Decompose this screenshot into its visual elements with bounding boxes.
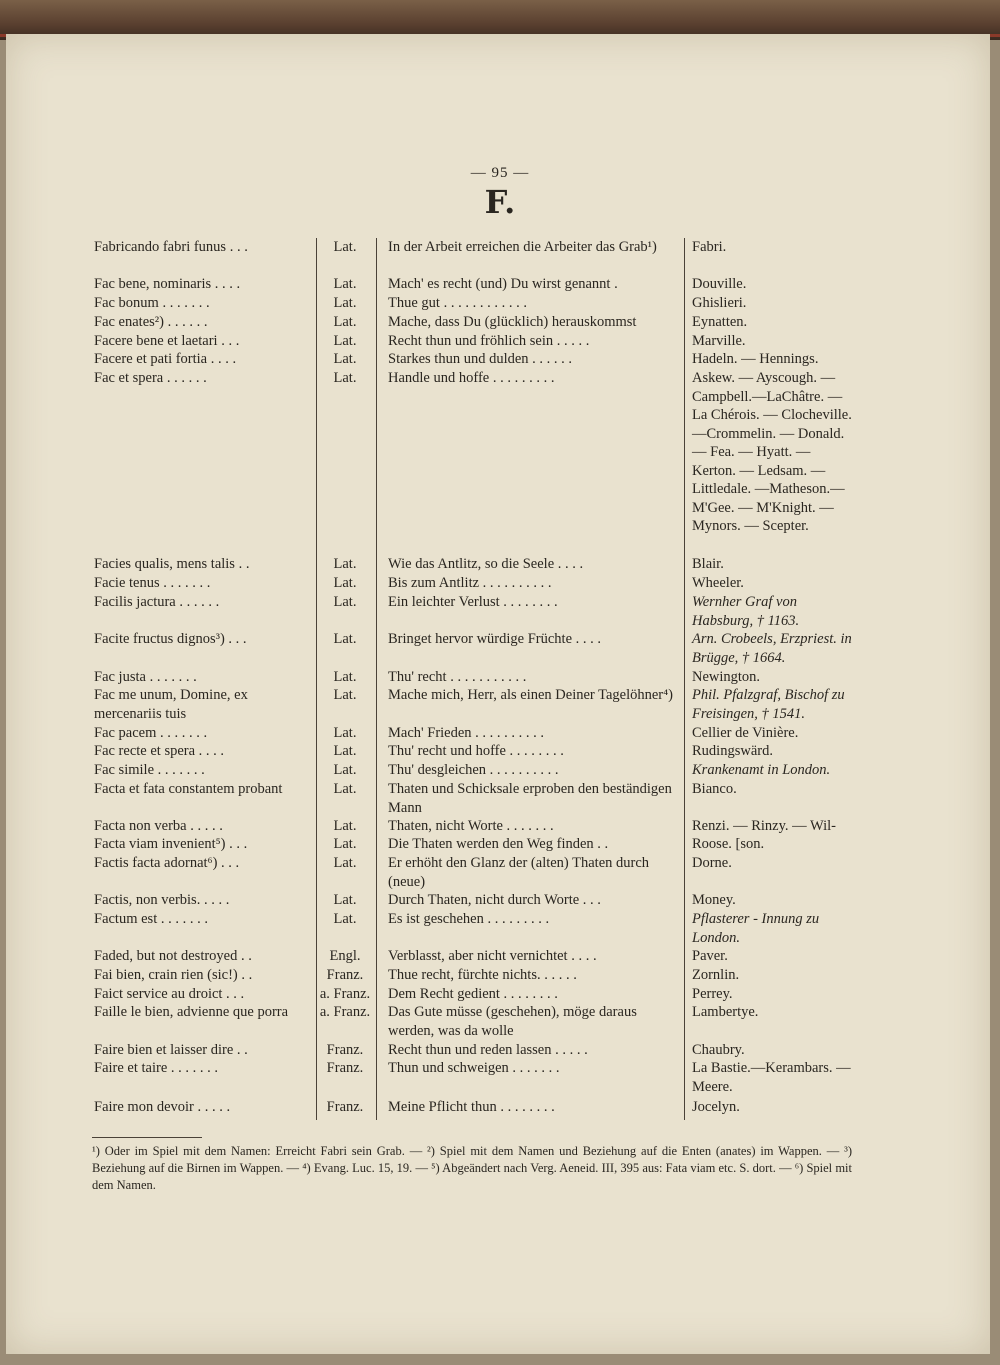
- family-names: Zornlin.: [692, 967, 740, 983]
- family-names: Renzi. — Rinzy. — Wil-: [692, 818, 836, 834]
- language-label: Franz.: [326, 1099, 364, 1115]
- language-label: Lat.: [333, 781, 357, 797]
- family-names: Phil. Pfalzgraf, Bischof zu Freisingen, † 1541.: [692, 687, 845, 722]
- family-names: Money.: [692, 892, 736, 908]
- motto-text: Facta et fata constantem probant: [94, 781, 283, 797]
- language-label: Lat.: [333, 836, 357, 852]
- language-label: Lat.: [333, 556, 357, 572]
- family-names: Marville.: [692, 333, 746, 349]
- motto-text: Factum est . . . . . . .: [94, 911, 208, 927]
- translation-text: Thue recht, fürchte nichts. . . . . .: [388, 967, 577, 983]
- language-label: Franz.: [326, 1042, 364, 1058]
- translation-text: Mach' es recht (und) Du wirst genannt .: [388, 276, 618, 292]
- language-label: Lat.: [333, 314, 357, 330]
- language-label: Lat.: [333, 594, 357, 610]
- family-names: Ghislieri.: [692, 295, 747, 311]
- language-label: Lat.: [333, 911, 357, 927]
- family-names: Newington.: [692, 669, 761, 685]
- language-label: Lat.: [333, 295, 357, 311]
- translation-text: Thun und schweigen . . . . . . .: [388, 1060, 560, 1076]
- section-letter: F.: [484, 183, 516, 221]
- translation-text: Bringet hervor würdige Früchte . . . .: [388, 631, 602, 647]
- motto-text: Fabricando fabri funus . . .: [94, 239, 248, 255]
- language-label: Lat.: [333, 743, 357, 759]
- motto-text: Faded, but not destroyed . .: [94, 948, 252, 964]
- motto-text: Fac justa . . . . . . .: [94, 669, 197, 685]
- motto-text: Fac bonum . . . . . . .: [94, 295, 210, 311]
- translation-text: Es ist geschehen . . . . . . . . .: [388, 911, 550, 927]
- motto-text: Facilis jactura . . . . . .: [94, 594, 220, 610]
- translation-text: Meine Pflicht thun . . . . . . . .: [388, 1099, 555, 1115]
- motto-text: Fac et spera . . . . . .: [94, 370, 207, 386]
- family-names: Paver.: [692, 948, 728, 964]
- family-names: Pflasterer - Innung zu London.: [692, 911, 820, 946]
- motto-text: Fac enates²) . . . . . .: [94, 314, 208, 330]
- translation-text: Ein leichter Verlust . . . . . . . .: [388, 594, 558, 610]
- language-label: Lat.: [333, 351, 357, 367]
- language-label: a. Franz.: [319, 986, 371, 1002]
- translation-text: Thaten und Schicksale erproben den beständigen Mann: [388, 781, 672, 816]
- motto-text: Faire et taire . . . . . . .: [94, 1060, 219, 1076]
- motto-text: Facies qualis, mens talis . .: [94, 556, 250, 572]
- translation-text: Thu' recht und hoffe . . . . . . . .: [388, 743, 564, 759]
- motto-text: Facta viam invenient⁵) . . .: [94, 836, 248, 852]
- motto-text: Facie tenus . . . . . . .: [94, 575, 211, 591]
- motto-text: Faict service au droict . . .: [94, 986, 245, 1002]
- motto-text: Fac me unum, Domine, ex mercenariis tuis: [94, 687, 248, 722]
- translation-text: Die Thaten werden den Weg finden . .: [388, 836, 609, 852]
- translation-text: Thue gut . . . . . . . . . . . .: [388, 295, 527, 311]
- language-label: a. Franz.: [319, 1004, 371, 1020]
- column-rule-3: [684, 238, 685, 1120]
- family-names: La Bastie.—Kerambars. — Meere.: [692, 1060, 851, 1095]
- translation-text: Er erhöht den Glanz der (alten) Thaten durch (neue): [388, 855, 650, 890]
- footnotes: ¹) Oder im Spiel mit dem Namen: Erreicht Fabri sein Grab. — ²) Spiel mit dem Namen und Beziehung auf die Enten (anates) im Wappen. — ³) Beziehung auf die Birnen im Wappen. — ⁴) Evang. Luc. 15, 19. — ⁵) Abgeändert nach Verg. Aeneid. III, 395 aus: Fata viam etc. S. dort. — ⁶) Spiel mit dem Namen.: [92, 1144, 852, 1192]
- language-label: Lat.: [333, 631, 357, 647]
- motto-text: Facere bene et laetari . . .: [94, 333, 240, 349]
- family-names: Cellier de Vinière.: [692, 725, 799, 741]
- motto-text: Fai bien, crain rien (sic!) . .: [94, 967, 253, 983]
- motto-text: Faille le bien, advienne que porra: [94, 1004, 289, 1020]
- translation-text: In der Arbeit erreichen die Arbeiter das Grab¹): [388, 239, 657, 255]
- motto-text: Faire mon devoir . . . . .: [94, 1099, 231, 1115]
- translation-text: Thu' recht . . . . . . . . . . .: [388, 669, 527, 685]
- motto-text: Fac bene, nominaris . . . .: [94, 276, 241, 292]
- translation-text: Thu' desgleichen . . . . . . . . . .: [388, 762, 559, 778]
- family-names: Blair.: [692, 556, 724, 572]
- translation-text: Thaten, nicht Worte . . . . . . .: [388, 818, 554, 834]
- language-label: Lat.: [333, 818, 357, 834]
- family-names: Eynatten.: [692, 314, 748, 330]
- family-names: Arn. Crobeels, Erzpriest. in Brügge, † 1664.: [692, 631, 852, 666]
- column-rule-2: [376, 238, 377, 1120]
- translation-text: Durch Thaten, nicht durch Worte . . .: [388, 892, 601, 908]
- translation-text: Recht thun und reden lassen . . . . .: [388, 1042, 588, 1058]
- page-number: — 95 —: [470, 165, 530, 181]
- family-names: Fabri.: [692, 239, 727, 255]
- language-label: Lat.: [333, 370, 357, 386]
- language-label: Lat.: [333, 687, 357, 703]
- language-label: Lat.: [333, 855, 357, 871]
- family-names: Wernher Graf von Habsburg, † 1163.: [692, 594, 800, 629]
- translation-text: Handle und hoffe . . . . . . . . .: [388, 370, 555, 386]
- family-names: Wheeler.: [692, 575, 744, 591]
- language-label: Franz.: [326, 967, 364, 983]
- family-names: Douville.: [692, 276, 747, 292]
- footnote-rule: [92, 1137, 202, 1138]
- motto-text: Faire bien et laisser dire . .: [94, 1042, 248, 1058]
- motto-text: Fac recte et spera . . . .: [94, 743, 225, 759]
- translation-text: Recht thun und fröhlich sein . . . . .: [388, 333, 590, 349]
- family-names: Chaubry.: [692, 1042, 745, 1058]
- family-names: Hadeln. — Hennings.: [692, 351, 819, 367]
- family-names: Roose. [son.: [692, 836, 765, 852]
- language-label: Lat.: [333, 575, 357, 591]
- motto-text: Factis facta adornat⁶) . . .: [94, 855, 240, 871]
- family-names: Dorne.: [692, 855, 732, 871]
- translation-text: Mach' Frieden . . . . . . . . . .: [388, 725, 545, 741]
- family-names: Krankenamt in London.: [692, 762, 831, 778]
- translation-text: Starkes thun und dulden . . . . . .: [388, 351, 573, 367]
- motto-text: Factis, non verbis. . . . .: [94, 892, 230, 908]
- translation-text: Mache, dass Du (glücklich) herauskommst: [388, 314, 637, 330]
- language-label: Lat.: [333, 333, 357, 349]
- language-label: Lat.: [333, 276, 357, 292]
- motto-text: Fac pacem . . . . . . .: [94, 725, 208, 741]
- translation-text: Verblasst, aber nicht vernichtet . . . .: [388, 948, 597, 964]
- family-names: Perrey.: [692, 986, 733, 1002]
- family-names: Rudingswärd.: [692, 743, 773, 759]
- translation-text: Das Gute müsse (geschehen), möge daraus werden, was da wolle: [388, 1004, 637, 1039]
- translation-text: Mache mich, Herr, als einen Deiner Tagelöhner⁴): [388, 687, 674, 703]
- translation-text: Wie das Antlitz, so die Seele . . . .: [388, 556, 584, 572]
- language-label: Lat.: [333, 669, 357, 685]
- motto-text: Facite fructus dignos³) . . .: [94, 631, 247, 647]
- language-label: Lat.: [333, 762, 357, 778]
- motto-text: Fac simile . . . . . . .: [94, 762, 205, 778]
- motto-text: Facta non verba . . . . .: [94, 818, 223, 834]
- family-names: Bianco.: [692, 781, 737, 797]
- family-names: Jocelyn.: [692, 1099, 740, 1115]
- language-label: Lat.: [333, 239, 357, 255]
- language-label: Franz.: [326, 1060, 364, 1076]
- family-names: Lambertye.: [692, 1004, 759, 1020]
- motto-text: Facere et pati fortia . . . .: [94, 351, 237, 367]
- family-names: Askew. — Ayscough. — Campbell.—LaChâtre. — La Chérois. — Clocheville.—Crommelin. — Donald. — Fea. — Hyatt. — Kerton. — Ledsam. — Littledale. —Matheson.—M'Gee. — M'Knight. — Mynors. — Scepter.: [692, 370, 852, 534]
- language-label: Lat.: [333, 892, 357, 908]
- translation-text: Bis zum Antlitz . . . . . . . . . .: [388, 575, 552, 591]
- language-label: Lat.: [333, 725, 357, 741]
- translation-text: Dem Recht gedient . . . . . . . .: [388, 986, 558, 1002]
- language-label: Engl.: [329, 948, 361, 964]
